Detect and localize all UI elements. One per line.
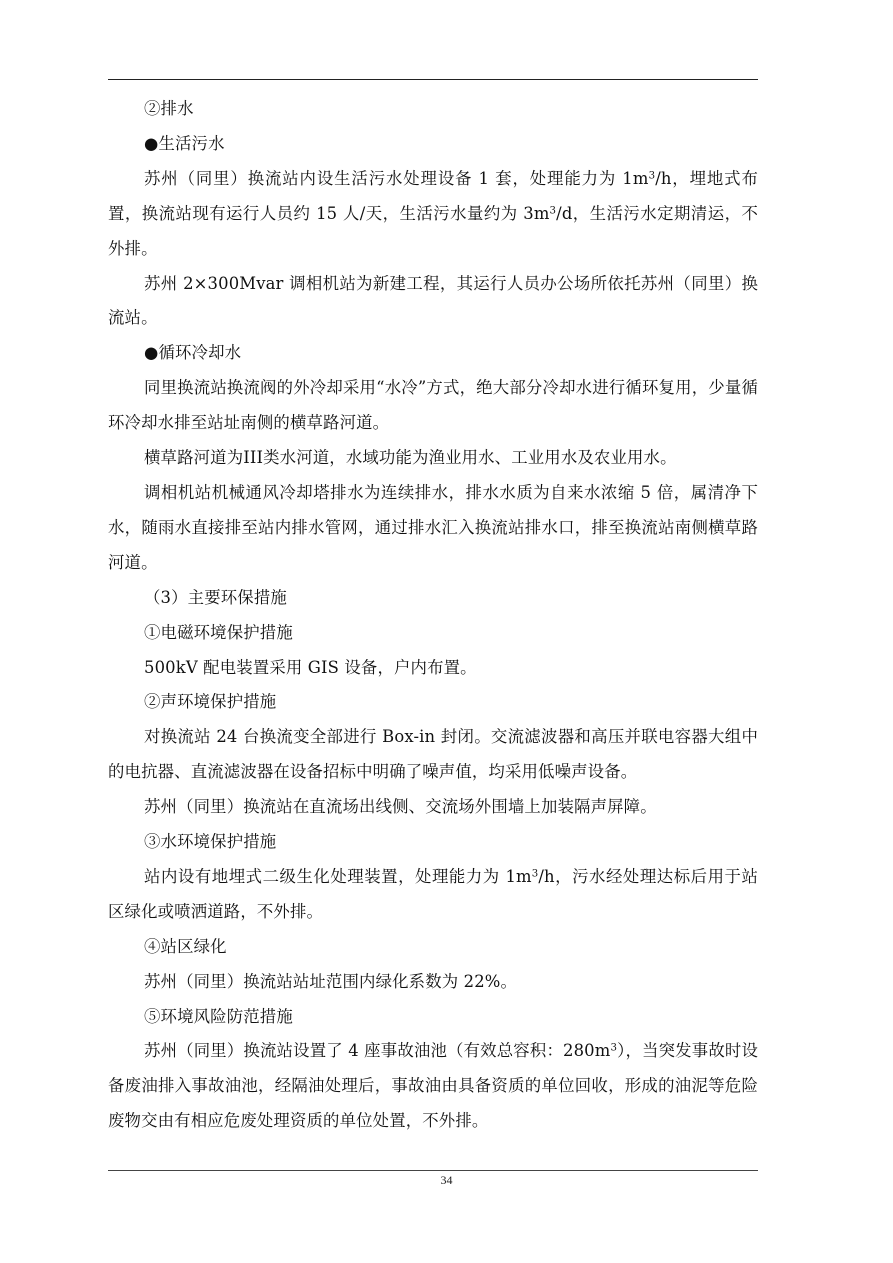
subheading: ④站区绿化 [144,936,227,956]
paragraph: ②排水 [144,99,194,118]
page-number: 34 [440,1173,453,1187]
subheading: ③水环境保护措施 [144,832,277,852]
paragraph: 对换流站 24 台换流变全部进行 Box-in 封闭。交流滤波器和高压并联电容器大组中的电抗器、直流滤波器在设备招标中明确了噪声值，均采用低噪声设备。 [108,727,758,782]
paragraph: 苏州（同里）换流站设置了 4 座事故油池（有效总容积：$280m^3$），当突发事故时设备废油排入事故油池，经隔油处理后，事故油由具备资质的单位回收，形成的油泥等危险废物交由有相应危废处理资质的单位处置，不外排。 [108,1041,759,1131]
paragraph: ●生活污水 [144,133,225,153]
document-body [108,92,758,1139]
paragraph: 横草路河道为III类水河道，水域功能为渔业用水、工业用水及农业用水。 [144,448,677,468]
paragraph: 500kV 配电装置采用 GIS 设备，户内布置。 [144,657,477,677]
footer-rule [108,1170,758,1171]
paragraph: 站内设有地埋式二级生化处理装置，处理能力为 $1m^3/h$，污水经处理达标后用于站区绿化或喷洒道路，不外排。 [108,866,758,921]
paragraph: 同里换流站换流阀的外冷却采用“水冷”方式，绝大部分冷却水进行循环复用，少量循环冷却水排至站址南侧的横草路河道。 [108,378,758,433]
paragraph: 苏州 2×300Mvar 调相机站为新建工程，其运行人员办公场所依托苏州（同里）换流站。 [108,273,758,328]
subheading: ②声环境保护措施 [144,692,277,712]
paragraph: ●循环冷却水 [144,343,242,363]
header-rule [108,79,758,80]
paragraph: 苏州（同里）换流站内设生活污水处理设备 1 套，处理能力为 $1m^3/h$，埋地式布置，换流站现有运行人员约 15 人/天，生活污水量约为 $3m^3/d$，生活污水定期清运，不外排。 [108,168,758,258]
subheading: ⑤环境风险防范措施 [144,1006,293,1026]
paragraph: 调相机站机械通风冷却塔排水为连续排水，排水水质为自来水浓缩 5 倍，属清净下水，随雨水直接排至站内排水管网，通过排水汇入换流站排水口，排至换流站南侧横草路河道。 [108,482,758,572]
paragraph: 苏州（同里）换流站在直流场出线侧、交流场外围墙上加装隔声屏障。 [144,797,657,817]
section-heading: （3）主要环保措施 [144,587,287,607]
subheading: ①电磁环境保护措施 [144,622,293,642]
paragraph: 苏州（同里）换流站站址范围内绿化系数为 22%。 [144,971,518,991]
